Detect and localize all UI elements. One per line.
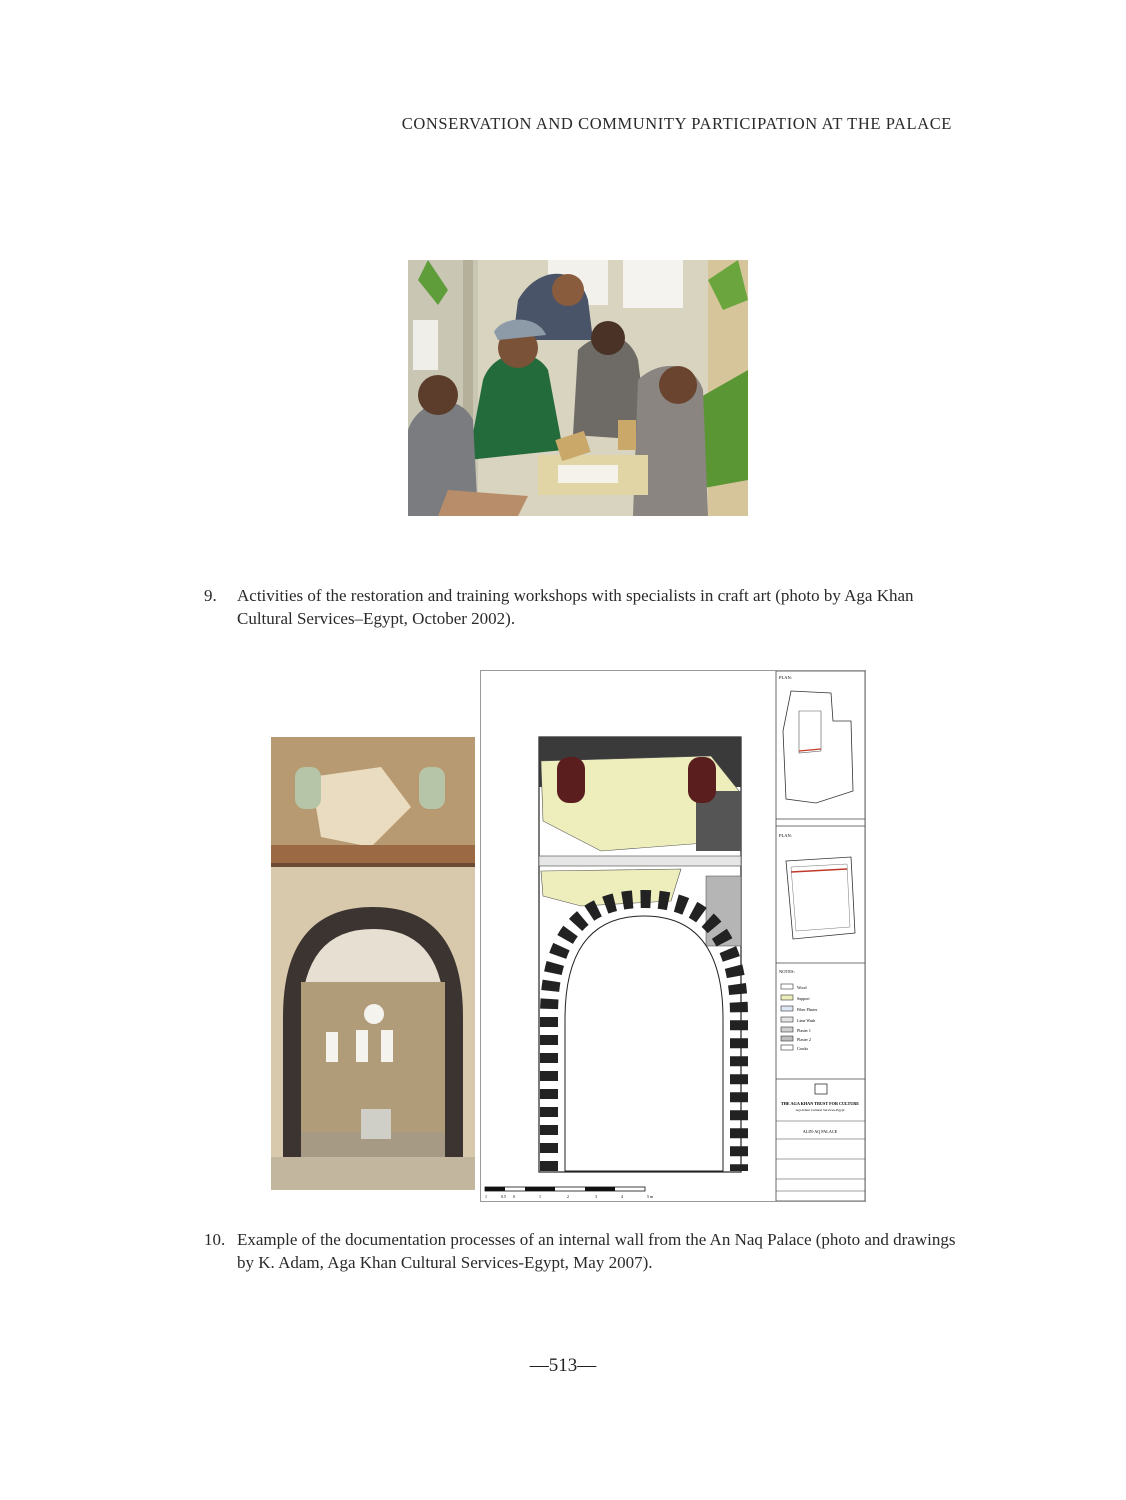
scale-label: 4: [621, 1194, 623, 1199]
scale-label: 5 m: [647, 1194, 654, 1199]
legend-item: Cracks: [797, 1046, 809, 1051]
sheet-plan-label-2: PLAN:: [779, 833, 793, 838]
figure-10-caption: [204, 1228, 956, 1274]
figure-9-caption-text: Activities of the restoration and training workshops with specialists in craft art (photo by Aga Khan Cultural Services–Egypt, October 2002).: [237, 586, 914, 628]
figure-9-photo: [408, 260, 748, 516]
scale-label: 0: [513, 1194, 515, 1199]
sheet-org-title: THE AGA KHAN TRUST FOR CULTURE: [780, 1101, 860, 1106]
scale-label: 3: [595, 1194, 597, 1199]
sheet-notes-label: NOTES:: [779, 969, 795, 974]
figure-9-number: 9.: [204, 586, 217, 605]
wall-elevation-drawing: [481, 671, 865, 1201]
legend-item: Lime Wash: [797, 1018, 816, 1023]
scale-label: 2: [567, 1194, 569, 1199]
figure-9-caption: [204, 584, 956, 630]
legend-item: Plaster 1: [797, 1028, 811, 1033]
workshop-photo-illustration: [408, 260, 748, 516]
sheet-plan-label-1: PLAN:: [779, 675, 793, 680]
figure-10-caption-text: Example of the documentation processes of an internal wall from the An Naq Palace (photo and drawings by K. Adam, Aga Khan Cultural Services-Egypt, May 2007).: [237, 1230, 956, 1272]
palace-wall-photo-illustration: [271, 737, 475, 1190]
legend-item: Support: [797, 996, 810, 1001]
legend-item: Wood: [797, 985, 807, 990]
running-head: CONSERVATION AND COMMUNITY PARTICIPATION AT THE PALACE: [401, 114, 952, 133]
legend-item: Plaster 2: [797, 1037, 811, 1042]
sheet-project-name: ALIN-AQ PALACE: [802, 1129, 838, 1134]
scale-label: 1: [539, 1194, 541, 1199]
figure-10-photo: [271, 737, 475, 1190]
page-number: —513—: [529, 1355, 597, 1376]
figure-10-drawing: [480, 670, 866, 1202]
sheet-org-subtitle: Aga Khan Cultural Services-Egypt: [795, 1108, 845, 1112]
figure-10-number: 10.: [204, 1230, 226, 1249]
scale-label: 1: [485, 1194, 487, 1199]
scale-label: 0.5: [501, 1194, 506, 1199]
legend-item: Fiber Plaster: [797, 1007, 818, 1012]
scale-bar: [485, 1187, 645, 1191]
